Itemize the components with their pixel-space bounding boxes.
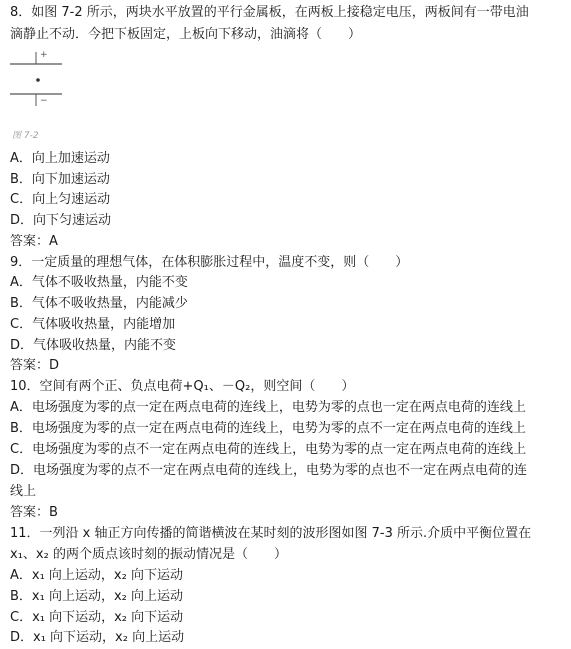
q10-stem: 10．空间有两个正、负点电荷+Q₁、－Q₂，则空间（ ） [10, 379, 355, 394]
q8-option-d: D．向下匀速运动 [10, 213, 112, 228]
q8-option-c: C．向上匀速运动 [10, 192, 111, 207]
q11-option-c: C．x₁ 向下运动，x₂ 向下运动 [10, 610, 184, 625]
q10-answer: 答案：B [10, 505, 58, 520]
q9-answer: 答案：D [10, 358, 60, 373]
q10-option-b: B．电场强度为零的点一定在两点电荷的连线上，电势为零的点不一定在两点电荷的连线上 [10, 421, 526, 436]
q9-stem: 9．一定质量的理想气体，在体积膨胀过程中，温度不变，则（ ） [10, 255, 409, 270]
q11-stem-line1: 11．一列沿 x 轴正方向传播的简谐横波在某时刻的波形图如图 7-3 所示.介质中平衡位置在 [10, 526, 532, 541]
q8-stem-line1: 8．如图 7-2 所示，两块水平放置的平行金属板，在两板上接稳定电压，两板间有一带电油 [10, 5, 529, 20]
q11-stem-line2: x₁、x₂ 的两个质点该时刻的振动情况是（ ） [10, 547, 287, 562]
q9-option-c: C．气体吸收热量，内能增加 [10, 317, 176, 332]
q8-option-a: A．向上加速运动 [10, 151, 110, 166]
q8-answer: 答案：A [10, 234, 58, 249]
minus-sign: − [40, 96, 48, 106]
q8-option-b: B．向下加速运动 [10, 172, 110, 187]
q11-option-b: B．x₁ 向上运动，x₂ 向上运动 [10, 589, 183, 604]
q8-figure-caption: 图 7-2 [12, 131, 39, 141]
q8-stem-line2: 滴静止不动．今把下板固定，上板向下移动，油滴将（ ） [10, 27, 362, 42]
q9-option-b: B．气体不吸收热量，内能减少 [10, 296, 188, 311]
q11-option-d: D．x₁ 向下运动，x₂ 向上运动 [10, 630, 185, 645]
q10-option-d-continued: 线上 [10, 484, 37, 499]
q10-option-c: C．电场强度为零的点不一定在两点电荷的连线上，电势为零的点一定在两点电荷的连线上 [10, 442, 527, 457]
q9-option-a: A．气体不吸收热量，内能不变 [10, 275, 188, 290]
q10-option-a: A．电场强度为零的点一定在两点电荷的连线上，电势为零的点也一定在两点电荷的连线上 [10, 400, 526, 415]
q9-option-d: D．气体吸收热量，内能不变 [10, 338, 177, 353]
q10-option-d: D．电场强度为零的点不一定在两点电荷的连线上，电势为零的点也不一定在两点电荷的连 [10, 463, 528, 478]
q11-option-a: A．x₁ 向上运动，x₂ 向下运动 [10, 568, 183, 583]
plus-sign: + [40, 50, 48, 60]
